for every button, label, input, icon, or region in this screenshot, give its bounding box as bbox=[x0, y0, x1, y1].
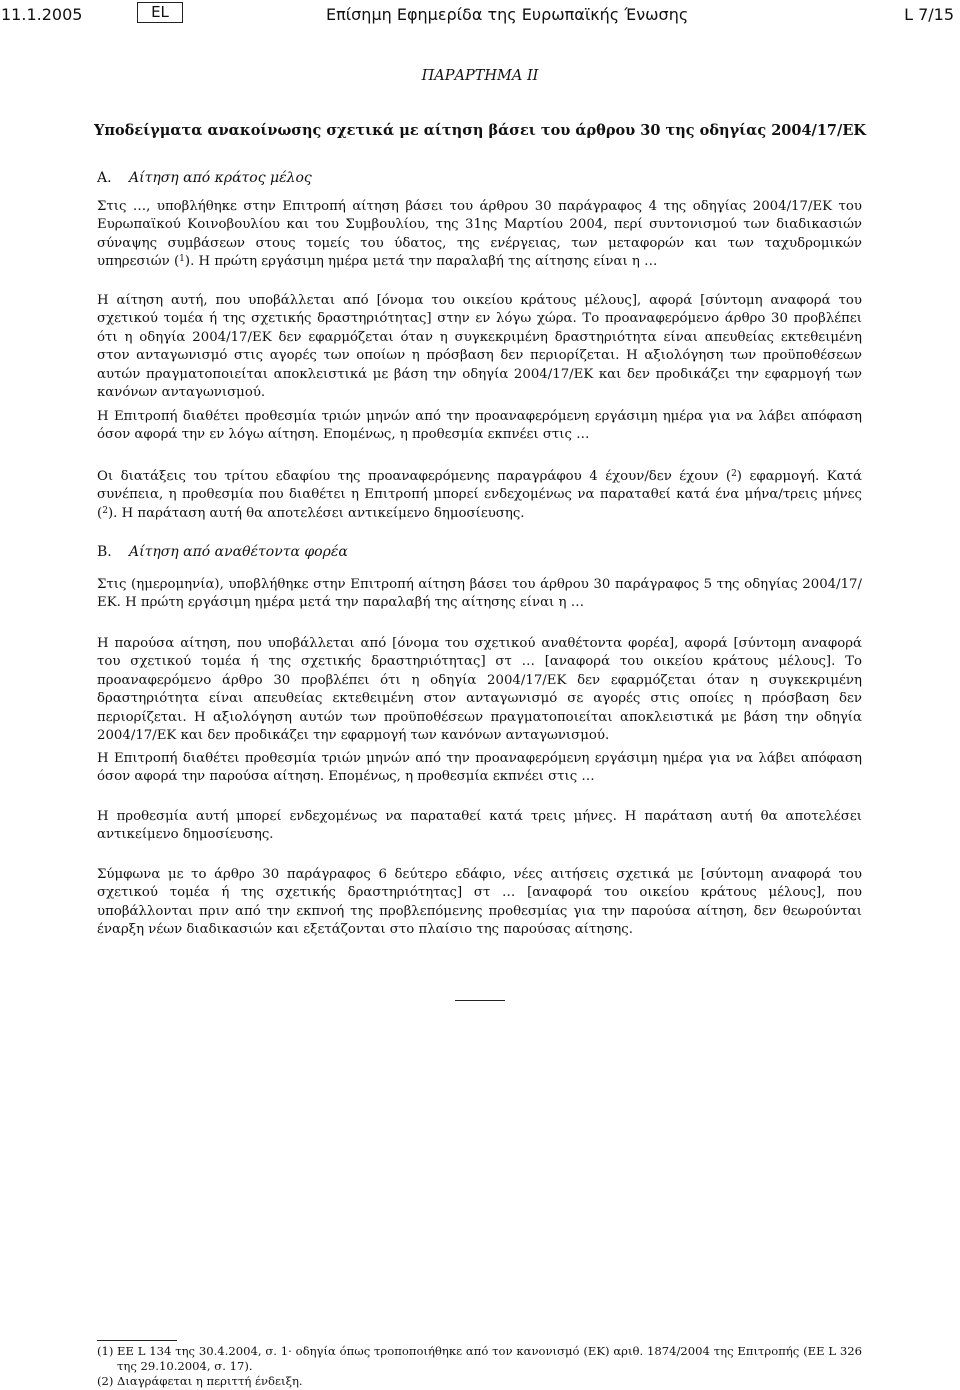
page-reference: L 7/15 bbox=[904, 5, 954, 24]
section-a-paragraph-2: Η αίτηση αυτή, που υποβάλλεται από [όνομα του οικείου κράτους μέλους], αφορά [σύντομη αναφορά του σχετικού τομέα ή της σχετικής δραστηριότητας] στην εν λόγω χώρα. Το προαναφερόμενο άρθρο 30 προβλέπει ότι η οδηγία 2004/17/ΕΚ δεν εφαρμόζεται όταν η συγκεκριμένη δραστηριότητα είναι απευθείας εκτεθειμένη στον ανταγωνισμό στις αγορές των οποίων η πρόσβαση δεν περιορίζεται. Η αξιολόγηση των προϋποθέσεων αυτών πραγματοποιείται αποκλειστικά με βάση την οδηγία 2004/17/ΕΚ και δεν προδικάζει την εφαρμογή των κανόνων ανταγωνισμού. bbox=[97, 293, 862, 401]
section-a-heading bbox=[97, 170, 312, 186]
section-b-paragraph-5: Σύμφωνα με το άρθρο 30 παράγραφος 6 δεύτερο εδάφιο, νέες αιτήσεις σχετικά με [σύντομη αναφορά του σχετικού τομέα ή της σχετικής δραστηριότητας] στ … [αναφορά του οικείου κράτους μέλους], που υποβάλλονται πριν από την εκπνοή της προβλεπόμενης προθεσμίας για την παρούσα αίτηση, δεν θεωρούνται έναρξη νέων διαδικασιών και εξετάζονται στο πλαίσιο της παρούσας αίτησης. bbox=[97, 867, 862, 938]
section-a-number: A. bbox=[97, 170, 112, 186]
section-a-paragraph-1: Στις …, υποβλήθηκε στην Επιτροπή αίτηση βάσει του άρθρου 30 παράγραφος 4 της οδηγίας 2004/17/ΕΚ του Ευρωπαϊκού Κοινοβουλίου και του Συμβουλίου, της 31ης Μαρτίου 2004, περί συντονισμού των διαδικασιών σύναψης συμβάσεων στους τομείς του ύδατος, της ενέργειας, των μεταφορών και των ταχυδρομικών υπηρεσιών ($^1$). Η πρώτη εργάσιμη ημέρα μετά την παραλαβή της αίτησης είναι η … bbox=[97, 199, 862, 270]
footnote-2-text: Διαγράφεται η περιττή ένδειξη. bbox=[117, 1374, 303, 1388]
footnote-rule bbox=[97, 1340, 177, 1341]
section-b-title: Αίτηση από αναθέτοντα φορέα bbox=[129, 544, 348, 560]
section-a-title: Αίτηση από κράτος μέλος bbox=[129, 170, 312, 186]
section-a-paragraph-3: Η Επιτροπή διαθέτει προθεσμία τριών μηνών από την προαναφερόμενη εργάσιμη ημέρα για να λάβει απόφαση όσον αφορά την εν λόγω αίτηση. Επομένως, η προθεσμία εκπνέει στις … bbox=[97, 409, 862, 443]
footnote-ref-2b: 2 bbox=[102, 505, 108, 516]
page-header bbox=[0, 5, 960, 27]
footnote-ref-1: 1 bbox=[179, 254, 185, 265]
end-separator-rule bbox=[455, 1000, 505, 1001]
journal-title: Επίσημη Εφημερίδα της Ευρωπαϊκής Ένωσης bbox=[326, 5, 689, 24]
section-b-number: B. bbox=[97, 544, 112, 560]
footnote-1-mark: (1) bbox=[97, 1344, 114, 1358]
footnote-1-text: ΕΕ L 134 της 30.4.2004, σ. 1· οδηγία όπως τροποποιήθηκε από τον κανονισμό (ΕΚ) αριθ. 1874/2004 της Επιτροπής (ΕΕ L 326 της 29.10.2004, σ. 17). bbox=[117, 1344, 862, 1373]
section-a-paragraph-4: Οι διατάξεις του τρίτου εδαφίου της προαναφερόμενης παραγράφου 4 έχουν/δεν έχουν ($^2$) εφαρμογή. Κατά συνέπεια, η προθεσμία που διαθέτει η Επιτροπή μπορεί ενδεχομένως να παραταθεί κατά ένα μήνα/τρεις μήνες ($^2$). Η παράταση αυτή θα αποτελέσει αντικείμενο δημοσίευσης. bbox=[97, 469, 862, 521]
footnote-1 bbox=[97, 1344, 862, 1374]
section-b-heading bbox=[97, 544, 348, 560]
document-title: Υποδείγματα ανακοίνωσης σχετικά με αίτηση βάσει του άρθρου 30 της οδηγίας 2004/17/ΕΚ bbox=[94, 122, 866, 139]
annex-label: ΠΑΡΑΡΤΗΜΑ II bbox=[421, 68, 539, 84]
footnote-ref-2: 2 bbox=[731, 469, 737, 479]
section-b-paragraph-3: Η Επιτροπή διαθέτει προθεσμία τριών μηνών από την προαναφερόμενη εργάσιμη ημέρα για να λάβει απόφαση όσον αφορά την παρούσα αίτηση. Επομένως, η προθεσμία εκπνέει στις … bbox=[97, 751, 862, 785]
footnote-2-mark: (2) bbox=[97, 1374, 114, 1388]
section-b-paragraph-4: Η προθεσμία αυτή μπορεί ενδεχομένως να παραταθεί κατά τρεις μήνες. Η παράταση αυτή θα αποτελέσει αντικείμενο δημοσίευσης. bbox=[97, 809, 862, 843]
publication-date: 11.1.2005 bbox=[1, 5, 83, 24]
footnote-2 bbox=[97, 1374, 862, 1389]
section-b-paragraph-1: Στις (ημερομηνία), υποβλήθηκε στην Επιτροπή αίτηση βάσει του άρθρου 30 παράγραφος 5 της οδηγίας 2004/17/ΕΚ. Η πρώτη εργάσιμη ημέρα μετά την παραλαβή της αίτησης είναι η … bbox=[97, 577, 862, 611]
language-badge: EL bbox=[137, 2, 183, 23]
section-b-paragraph-2: Η παρούσα αίτηση, που υποβάλλεται από [όνομα του σχετικού αναθέτοντα φορέα], αφορά [σύντομη αναφορά του σχετικού τομέα ή της σχετικής δραστηριότητας] στ … [αναφορά του οικείου κράτους μέλους]. Το προαναφερόμενο άρθρο 30 προβλέπει ότι η οδηγία 2004/17/ΕΚ δεν εφαρμόζεται όταν η συγκεκριμένη δραστηριότητα είναι απευθείας εκτεθειμένη στον ανταγωνισμό σε αγορές στις οποίες η πρόσβαση δεν περιορίζεται. Η αξιολόγηση αυτών των προϋποθέσεων πραγματοποιείται αποκλειστικά με βάση την οδηγία 2004/17/ΕΚ και δεν προδικάζει την εφαρμογή των κανόνων ανταγωνισμού. bbox=[97, 636, 862, 744]
